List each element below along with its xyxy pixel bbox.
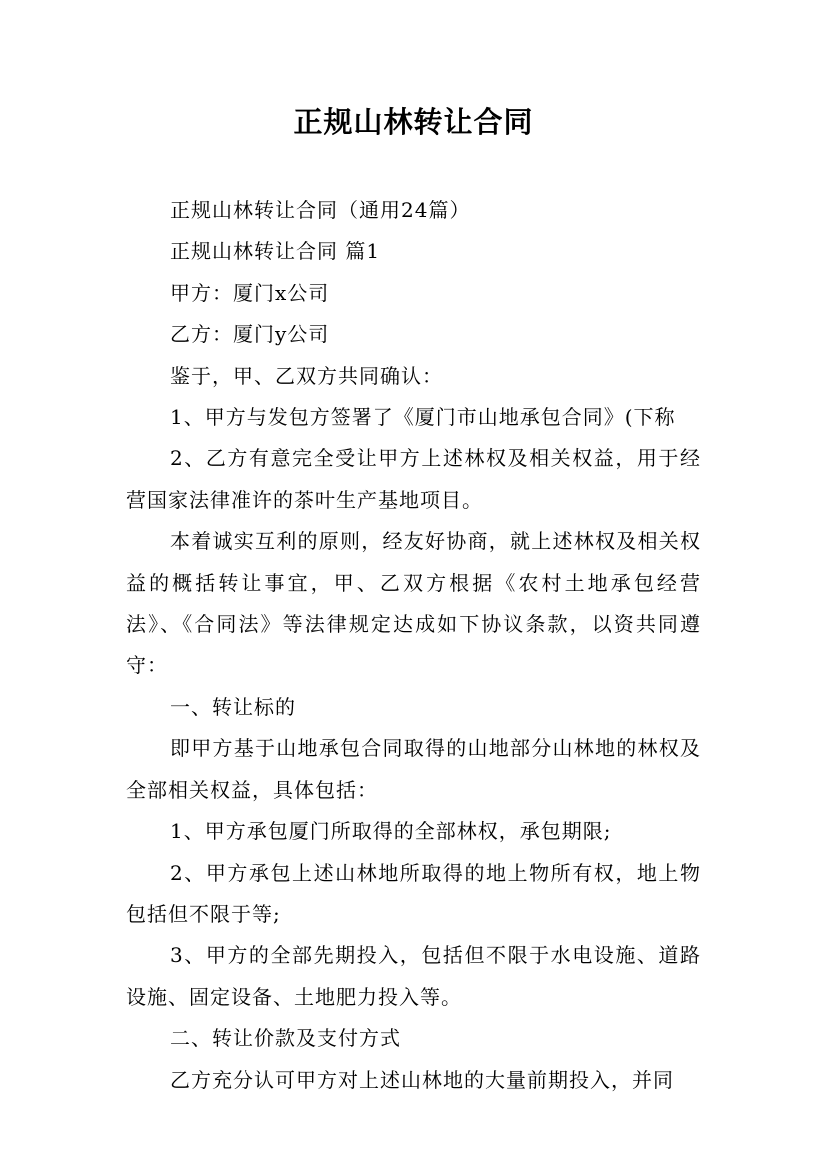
paragraph-item-1: 1、甲方承包厦门所取得的全部林权，承包期限;	[170, 819, 612, 844]
paragraph-price-payment: 乙方充分认可甲方对上述山林地的大量前期投入，并同	[170, 1067, 674, 1092]
paragraph-item-3: 3、甲方的全部先期投入，包括但不限于水电设施、道路设施、固定设备、土地肥力投入等。	[126, 943, 701, 1009]
document-title: 正规山林转让合同	[293, 105, 534, 139]
paragraph-recital-2: 2、乙方有意完全受让甲方上述林权及相关权益，用于经营国家法律准许的茶叶生产基地项目。	[126, 446, 701, 512]
paragraph-heading-collection: 正规山林转让合同（通用24篇）	[170, 198, 471, 222]
paragraph-article-number: 正规山林转让合同 篇1	[170, 239, 381, 264]
paragraph-party-b: 乙方：厦门y公司	[170, 322, 330, 347]
section-heading-transfer-subject: 一、转让标的	[170, 694, 296, 719]
paragraph-party-a: 甲方：厦门x公司	[170, 280, 330, 305]
document-body	[126, 190, 701, 1101]
paragraph-preamble: 本着诚实互利的原则，经友好协商，就上述林权及相关权益的概括转让事宜，甲、乙双方根据《农村土地承包经营法》、《合同法》等法律规定达成如下协议条款，以资共同遵守：	[126, 529, 701, 678]
paragraph-item-2: 2、甲方承包上述山林地所取得的地上物所有权，地上物包括但不限于等;	[126, 860, 701, 926]
paragraph-recital-1: 1、甲方与发包方签署了《厦门市山地承包合同》(下称	[170, 405, 676, 430]
paragraph-transfer-subject: 即甲方基于山地承包合同取得的山地部分山林地的林权及全部相关权益，具体包括：	[126, 736, 701, 802]
section-heading-price-payment: 二、转让价款及支付方式	[170, 1026, 401, 1051]
paragraph-recital-intro: 鉴于，甲、乙双方共同确认：	[170, 363, 443, 388]
